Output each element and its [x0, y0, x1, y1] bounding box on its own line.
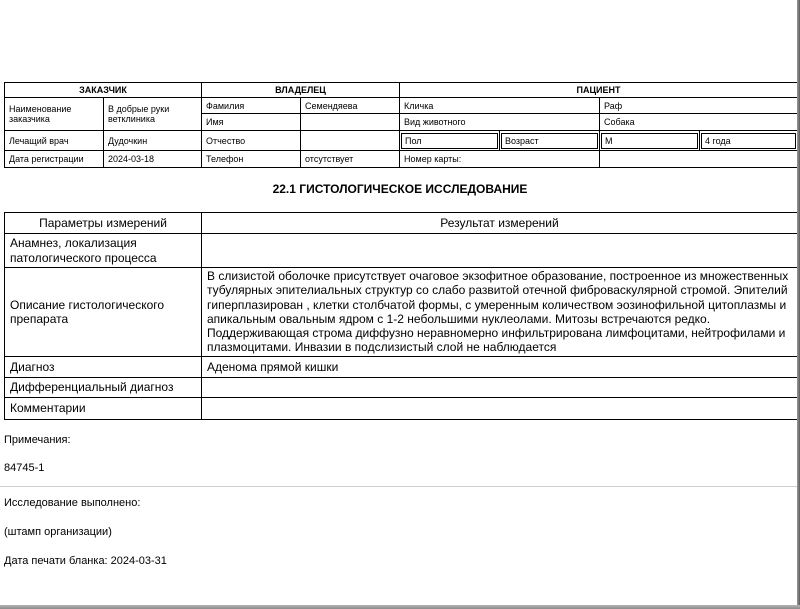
row-result-comments: [202, 398, 798, 420]
row-result-description: В слизистой оболочке присутствует очаговое экзофитное образование, построенное из множественных тубулярных эпителиальных структур со слабо развитой отечной фиброваскулярной стромой. Эпителий гиперплазирован , клетки столбчатой формы, с умеренным количеством эозинофильной цитоплазмы и апикальным овальным ядром с 1-2 небольшими нуклеолами. Митозы встречаются редко. Поддерживающая строма диффузно неравномерно инфильтрирована лимфоцитами, нейтрофилами и плазмоцитами. Инвазии в подслизистый слой не наблюдается: [207, 269, 789, 355]
patient-sex-value: М: [601, 133, 698, 149]
patient-age-label: Возраст: [501, 133, 598, 149]
patient-species-label: Вид животного: [400, 114, 600, 131]
patient-age-label-cell: [500, 131, 600, 151]
section-headings-row: [5, 83, 798, 98]
owner-first-name-label: Имя: [202, 114, 301, 131]
patient-nickname-label: Кличка: [400, 98, 600, 114]
print-date-label: Дата печати бланка:: [4, 555, 108, 567]
viewer-bottom-edge: [0, 605, 800, 609]
results-header-row: [5, 213, 798, 234]
performed-by-label: Исследование выполнено:: [4, 497, 141, 509]
patient-card-number-value: [600, 151, 798, 168]
row-param-anamnesis: Анамнез, локализация патологического процесса: [5, 234, 202, 268]
row-result-description-cell: [202, 268, 798, 357]
owner-phone-value: отсутствует: [301, 151, 400, 168]
table-row: [5, 357, 798, 378]
owner-patronymic-label: Отчество: [202, 131, 301, 151]
customer-name-value: В добрые руки ветклиника: [104, 98, 202, 131]
stamp-label: (штамп организации): [4, 526, 112, 538]
doctor-value: Дудочкин: [104, 131, 202, 151]
row-param-comments: Комментарии: [5, 398, 202, 420]
print-date-value: 2024-03-31: [110, 555, 167, 567]
table-row: [5, 398, 798, 420]
customer-section-heading: ЗАКАЗЧИК: [5, 83, 202, 98]
customer-name-label: Наименование заказчика: [5, 98, 104, 131]
owner-section-heading: ВЛАДЕЛЕЦ: [202, 83, 400, 98]
patient-nickname-value: Раф: [600, 98, 798, 114]
row-param-description: Описание гистологического препарата: [5, 268, 202, 357]
notes-value: 84745-1: [4, 462, 45, 474]
column-header-parameters: Параметры измерений: [5, 213, 202, 234]
patient-card-number-label: Номер карты:: [400, 151, 600, 168]
section-divider: [0, 486, 797, 487]
patient-age-value-cell: [700, 131, 798, 151]
table-row: [5, 234, 798, 268]
header-row: [5, 131, 798, 151]
header-row: [5, 98, 798, 114]
patient-age-value: 4 года: [701, 133, 796, 149]
owner-phone-label: Телефон: [202, 151, 301, 168]
row-param-diagnosis: Диагноз: [5, 357, 202, 378]
patient-sex-label-cell: [400, 131, 500, 151]
table-row: [5, 378, 798, 398]
registration-date-label: Дата регистрации: [5, 151, 104, 168]
row-result-anamnesis: [202, 234, 798, 268]
table-row: [5, 268, 798, 357]
owner-surname-value: Семендяева: [301, 98, 400, 114]
print-date-line: [4, 555, 167, 568]
page-title: 22.1 ГИСТОЛОГИЧЕСКОЕ ИССЛЕДОВАНИЕ: [272, 182, 528, 196]
row-param-differential-diagnosis: Дифференциальный диагноз: [5, 378, 202, 398]
owner-first-name-value: [301, 114, 400, 131]
notes-label: Примечания:: [4, 434, 71, 446]
patient-sex-label: Пол: [401, 133, 498, 149]
header-row: [5, 151, 798, 168]
registration-date-value: 2024-03-18: [104, 151, 202, 168]
results-table: [4, 212, 798, 420]
owner-patronymic-value: [301, 131, 400, 151]
patient-sex-value-cell: [600, 131, 700, 151]
owner-surname-label: Фамилия: [202, 98, 301, 114]
row-result-diagnosis: Аденома прямой кишки: [202, 357, 798, 378]
header-info-table: [4, 82, 798, 168]
column-header-results: Результат измерений: [202, 213, 798, 234]
doctor-label: Лечащий врач: [5, 131, 104, 151]
patient-section-heading: ПАЦИЕНТ: [400, 83, 798, 98]
row-result-differential-diagnosis: [202, 378, 798, 398]
patient-species-value: Собака: [600, 114, 798, 131]
